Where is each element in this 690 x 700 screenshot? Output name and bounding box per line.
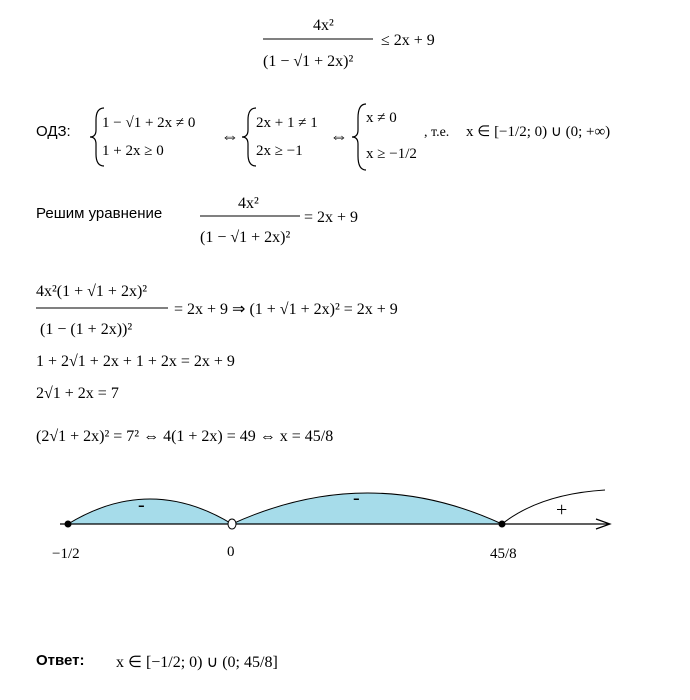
point-closed-left: [65, 521, 72, 528]
number-line: [0, 478, 690, 588]
point-label-left: −1/2: [52, 546, 80, 562]
answer-label: Ответ:: [36, 652, 85, 669]
step-1: [34, 272, 464, 344]
step1-numerator: 4x²(1 + √1 + 2x)²: [36, 283, 148, 300]
odz-te: , т.е.: [424, 125, 450, 140]
odz-systems: [88, 100, 678, 175]
odz-sys3-line2: x ≥ −1/2: [366, 146, 417, 162]
answer-value: x ∈ [−1/2; 0) ∪ (0; 45/8]: [116, 654, 278, 671]
sign-1: -: [138, 494, 145, 516]
odz-sys1-line2: 1 + 2x ≥ 0: [102, 143, 164, 159]
point-label-right: 45/8: [490, 546, 517, 562]
step1-denominator: (1 − (1 + 2x))²: [40, 321, 133, 338]
odz-sys1-line1: 1 − √1 + 2x ≠ 0: [102, 115, 196, 131]
sign-3: +: [556, 499, 568, 521]
title-inequality: [255, 8, 455, 78]
equiv-arrow-2: ⇔: [330, 126, 348, 146]
odz-sys2-line1: 2x + 1 ≠ 1: [256, 115, 318, 131]
title-denominator: (1 − √1 + 2x)²: [263, 53, 354, 70]
step1-rhs: = 2x + 9 ⇒ (1 + √1 + 2x)² = 2x + 9: [174, 301, 398, 318]
equiv-arrow-1: ⇔: [221, 126, 239, 146]
step-4: (2√1 + 2x)² = 7² ⇔ 4(1 + 2x) = 49 ⇔ x = 45/8: [36, 428, 334, 445]
solve-label: Решим уравнение: [36, 205, 163, 222]
odz-domain: x ∈ [−1/2; 0) ∪ (0; +∞): [466, 124, 611, 140]
interval-arc-1: [68, 499, 232, 524]
solve-equation: [196, 188, 396, 253]
interval-arc-2: [232, 493, 502, 524]
interval-arc-3: [502, 490, 605, 524]
odz-sys3-line1: x ≠ 0: [366, 110, 397, 126]
solve-rhs: = 2x + 9: [304, 209, 359, 226]
step-3: 2√1 + 2x = 7: [36, 385, 119, 402]
point-label-zero: 0: [227, 544, 235, 560]
solve-denominator: (1 − √1 + 2x)²: [200, 229, 291, 246]
title-rhs: ≤ 2x + 9: [381, 32, 435, 49]
solve-numerator: 4x²: [238, 195, 259, 212]
step-2: 1 + 2√1 + 2x + 1 + 2x = 2x + 9: [36, 353, 235, 370]
title-numerator: 4x²: [313, 17, 334, 34]
point-closed-right: [499, 521, 506, 528]
sign-2: -: [353, 487, 360, 509]
point-open-zero: [228, 519, 236, 529]
odz-sys2-line2: 2x ≥ −1: [256, 143, 303, 159]
odz-label: ОДЗ:: [36, 123, 71, 140]
